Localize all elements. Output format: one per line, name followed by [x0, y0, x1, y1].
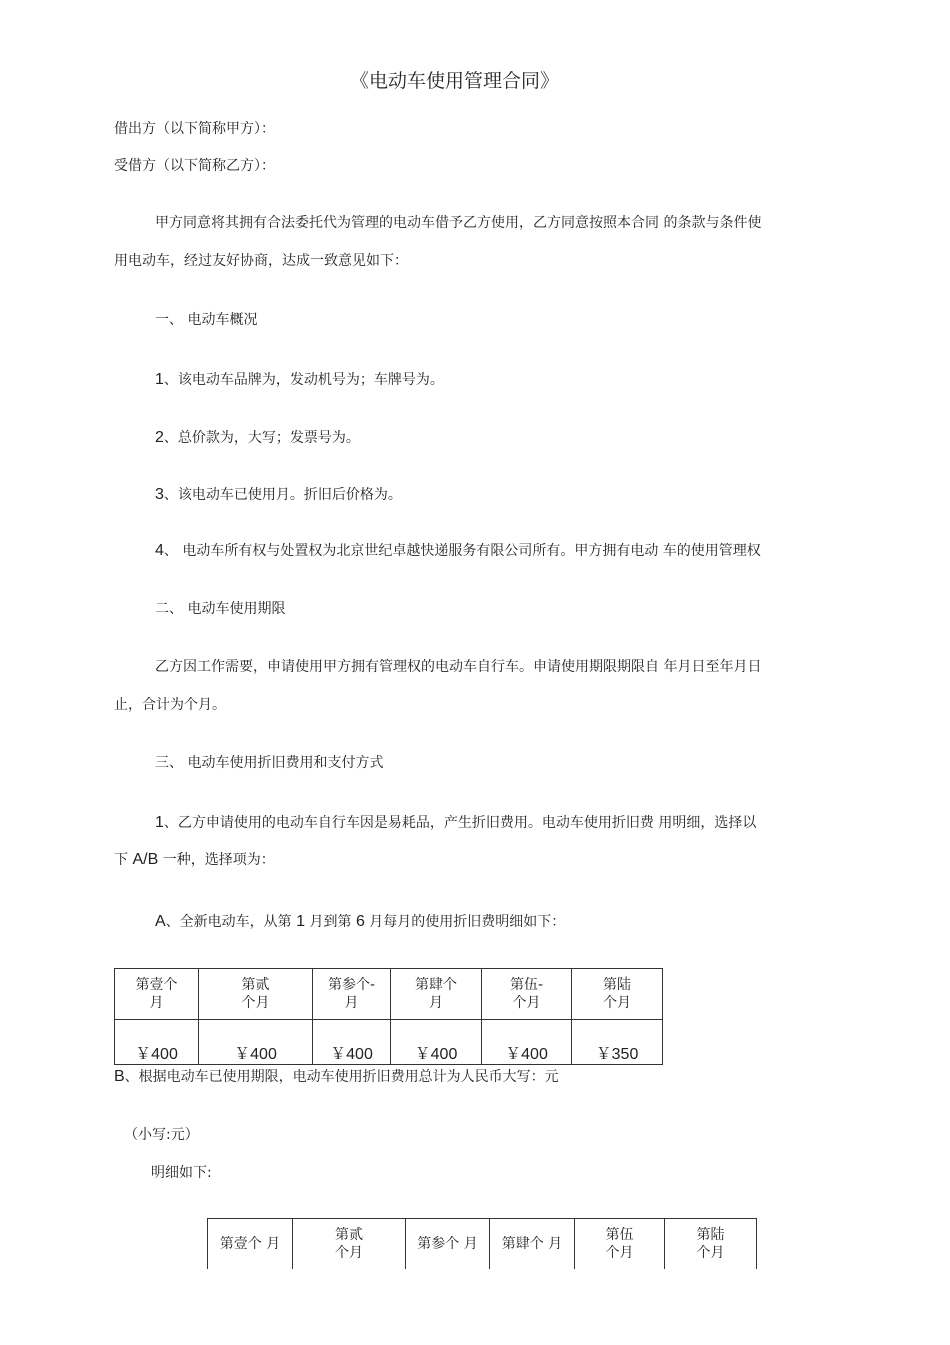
cell-text: 第贰 个月 [335, 1227, 363, 1261]
detail-label: 明细如下: [151, 1165, 212, 1181]
option-a-text: 月每月的使用折旧费明细如下： [364, 914, 566, 930]
option-a-label: A [155, 913, 166, 930]
section-2-heading: 二、 电动车使用期限 [155, 601, 286, 617]
table-value-cell: ￥400 [482, 1020, 572, 1065]
table-header-cell [208, 1219, 293, 1270]
fee-table-a [114, 968, 663, 1065]
fee-table-b [207, 1218, 757, 1269]
cell-text: 第壹个 月 [219, 1236, 281, 1252]
item-text: 、该电动车品牌为，发动机号为；车牌号为。 [163, 372, 444, 388]
borrower-line: 受借方（以下简称乙方）： [114, 158, 275, 174]
section-2-line-2: 止，合计为个月。 [114, 697, 226, 713]
option-ab: A/B [132, 851, 159, 868]
item-number: 1 [155, 371, 164, 388]
month-start: 1 [296, 913, 306, 930]
section-2-line-1: 乙方因工作需要，申请使用甲方拥有管理权的电动车自行车。申请使用期限期限自 年月日至年月日 [155, 659, 762, 675]
cell-text: 第贰 个月 [241, 977, 270, 1011]
item-text: 、该电动车已使用月。折旧后价格为。 [163, 487, 402, 503]
option-b-text: 、根据电动车已使用期限，电动车使用折旧费用总计为人民币大写：元 [124, 1069, 559, 1085]
table-header-row [208, 1219, 757, 1270]
table-value-row [115, 1020, 663, 1065]
para-text: 、乙方申请使用的电动车自行车因是易耗品，产生折旧费用。电动车使用折旧费 用明细，选择以 [163, 815, 757, 831]
section-3-para-line-2 [114, 851, 275, 869]
intro-line-2: 用电动车，经过友好协商，达成一致意见如下： [114, 253, 408, 269]
cell-text: 第肆个 月 [501, 1236, 563, 1252]
cell-text: 第伍- 个月 [509, 977, 544, 1011]
option-a-text: 月到第 [305, 914, 356, 930]
cell-text: 第参个- 月 [327, 977, 376, 1011]
table-header-cell [199, 969, 313, 1020]
table-header-cell [115, 969, 199, 1020]
section-1-item-2 [155, 429, 360, 447]
contract-title: 《电动车使用管理合同》 [350, 70, 560, 92]
cell-text: 第陆 个月 [603, 977, 631, 1011]
section-1-item-1 [155, 371, 444, 389]
table-header-cell [313, 969, 391, 1020]
section-1-item-4 [155, 542, 761, 560]
section-1-item-3 [155, 486, 402, 504]
table-header-cell [482, 969, 572, 1020]
para-text-pre: 下 [114, 852, 133, 868]
lender-line: 借出方（以下简称甲方）： [114, 121, 275, 137]
intro-line-1: 甲方同意将其拥有合法委托代为管理的电动车借予乙方使用，乙方同意按照本合同 的条款与条件使 [155, 215, 762, 231]
cell-text: 第壹个 月 [135, 977, 178, 1011]
table-header-row [115, 969, 663, 1020]
section-1-heading: 一、 电动车概况 [155, 312, 258, 328]
option-b-label: B [114, 1068, 125, 1085]
item-text: 、总价款为，大写；发票号为。 [163, 430, 360, 446]
option-a-text: 、全新电动车，从第 [165, 914, 297, 930]
table-header-cell [293, 1219, 406, 1270]
cell-text: 第陆 个月 [696, 1227, 725, 1261]
table-value-cell: ￥350 [572, 1020, 663, 1065]
option-a-line [155, 913, 565, 931]
table-header-cell [391, 969, 482, 1020]
para-text-post: 一种，选择项为： [158, 852, 275, 868]
table-value-cell: ￥400 [115, 1020, 199, 1065]
table-header-cell [572, 969, 663, 1020]
table-header-cell [490, 1219, 575, 1270]
cell-text: 第伍 个月 [605, 1227, 634, 1261]
item-number: 4 [155, 542, 164, 559]
section-3-para-line-1 [155, 814, 756, 832]
table-header-cell [665, 1219, 757, 1270]
table-value-cell: ￥400 [391, 1020, 482, 1065]
item-text: 、 电动车所有权与处置权为北京世纪卓越快递服务有限公司所有。甲方拥有电动 车的使用管理权 [163, 543, 761, 559]
option-b-line [114, 1068, 559, 1086]
cell-text: 第参个 月 [417, 1236, 478, 1252]
table-value-cell: ￥400 [199, 1020, 313, 1065]
month-end: 6 [355, 913, 365, 930]
item-number: 3 [155, 486, 164, 503]
table-header-cell [575, 1219, 665, 1270]
item-number: 2 [155, 429, 164, 446]
table-header-cell [406, 1219, 490, 1270]
small-write-line: （小写:元） [124, 1127, 199, 1143]
section-3-heading: 三、 电动车使用折旧费用和支付方式 [155, 755, 384, 771]
para-number: 1 [155, 814, 164, 831]
cell-text: 第肆个 月 [415, 977, 457, 1011]
table-value-cell: ￥400 [313, 1020, 391, 1065]
